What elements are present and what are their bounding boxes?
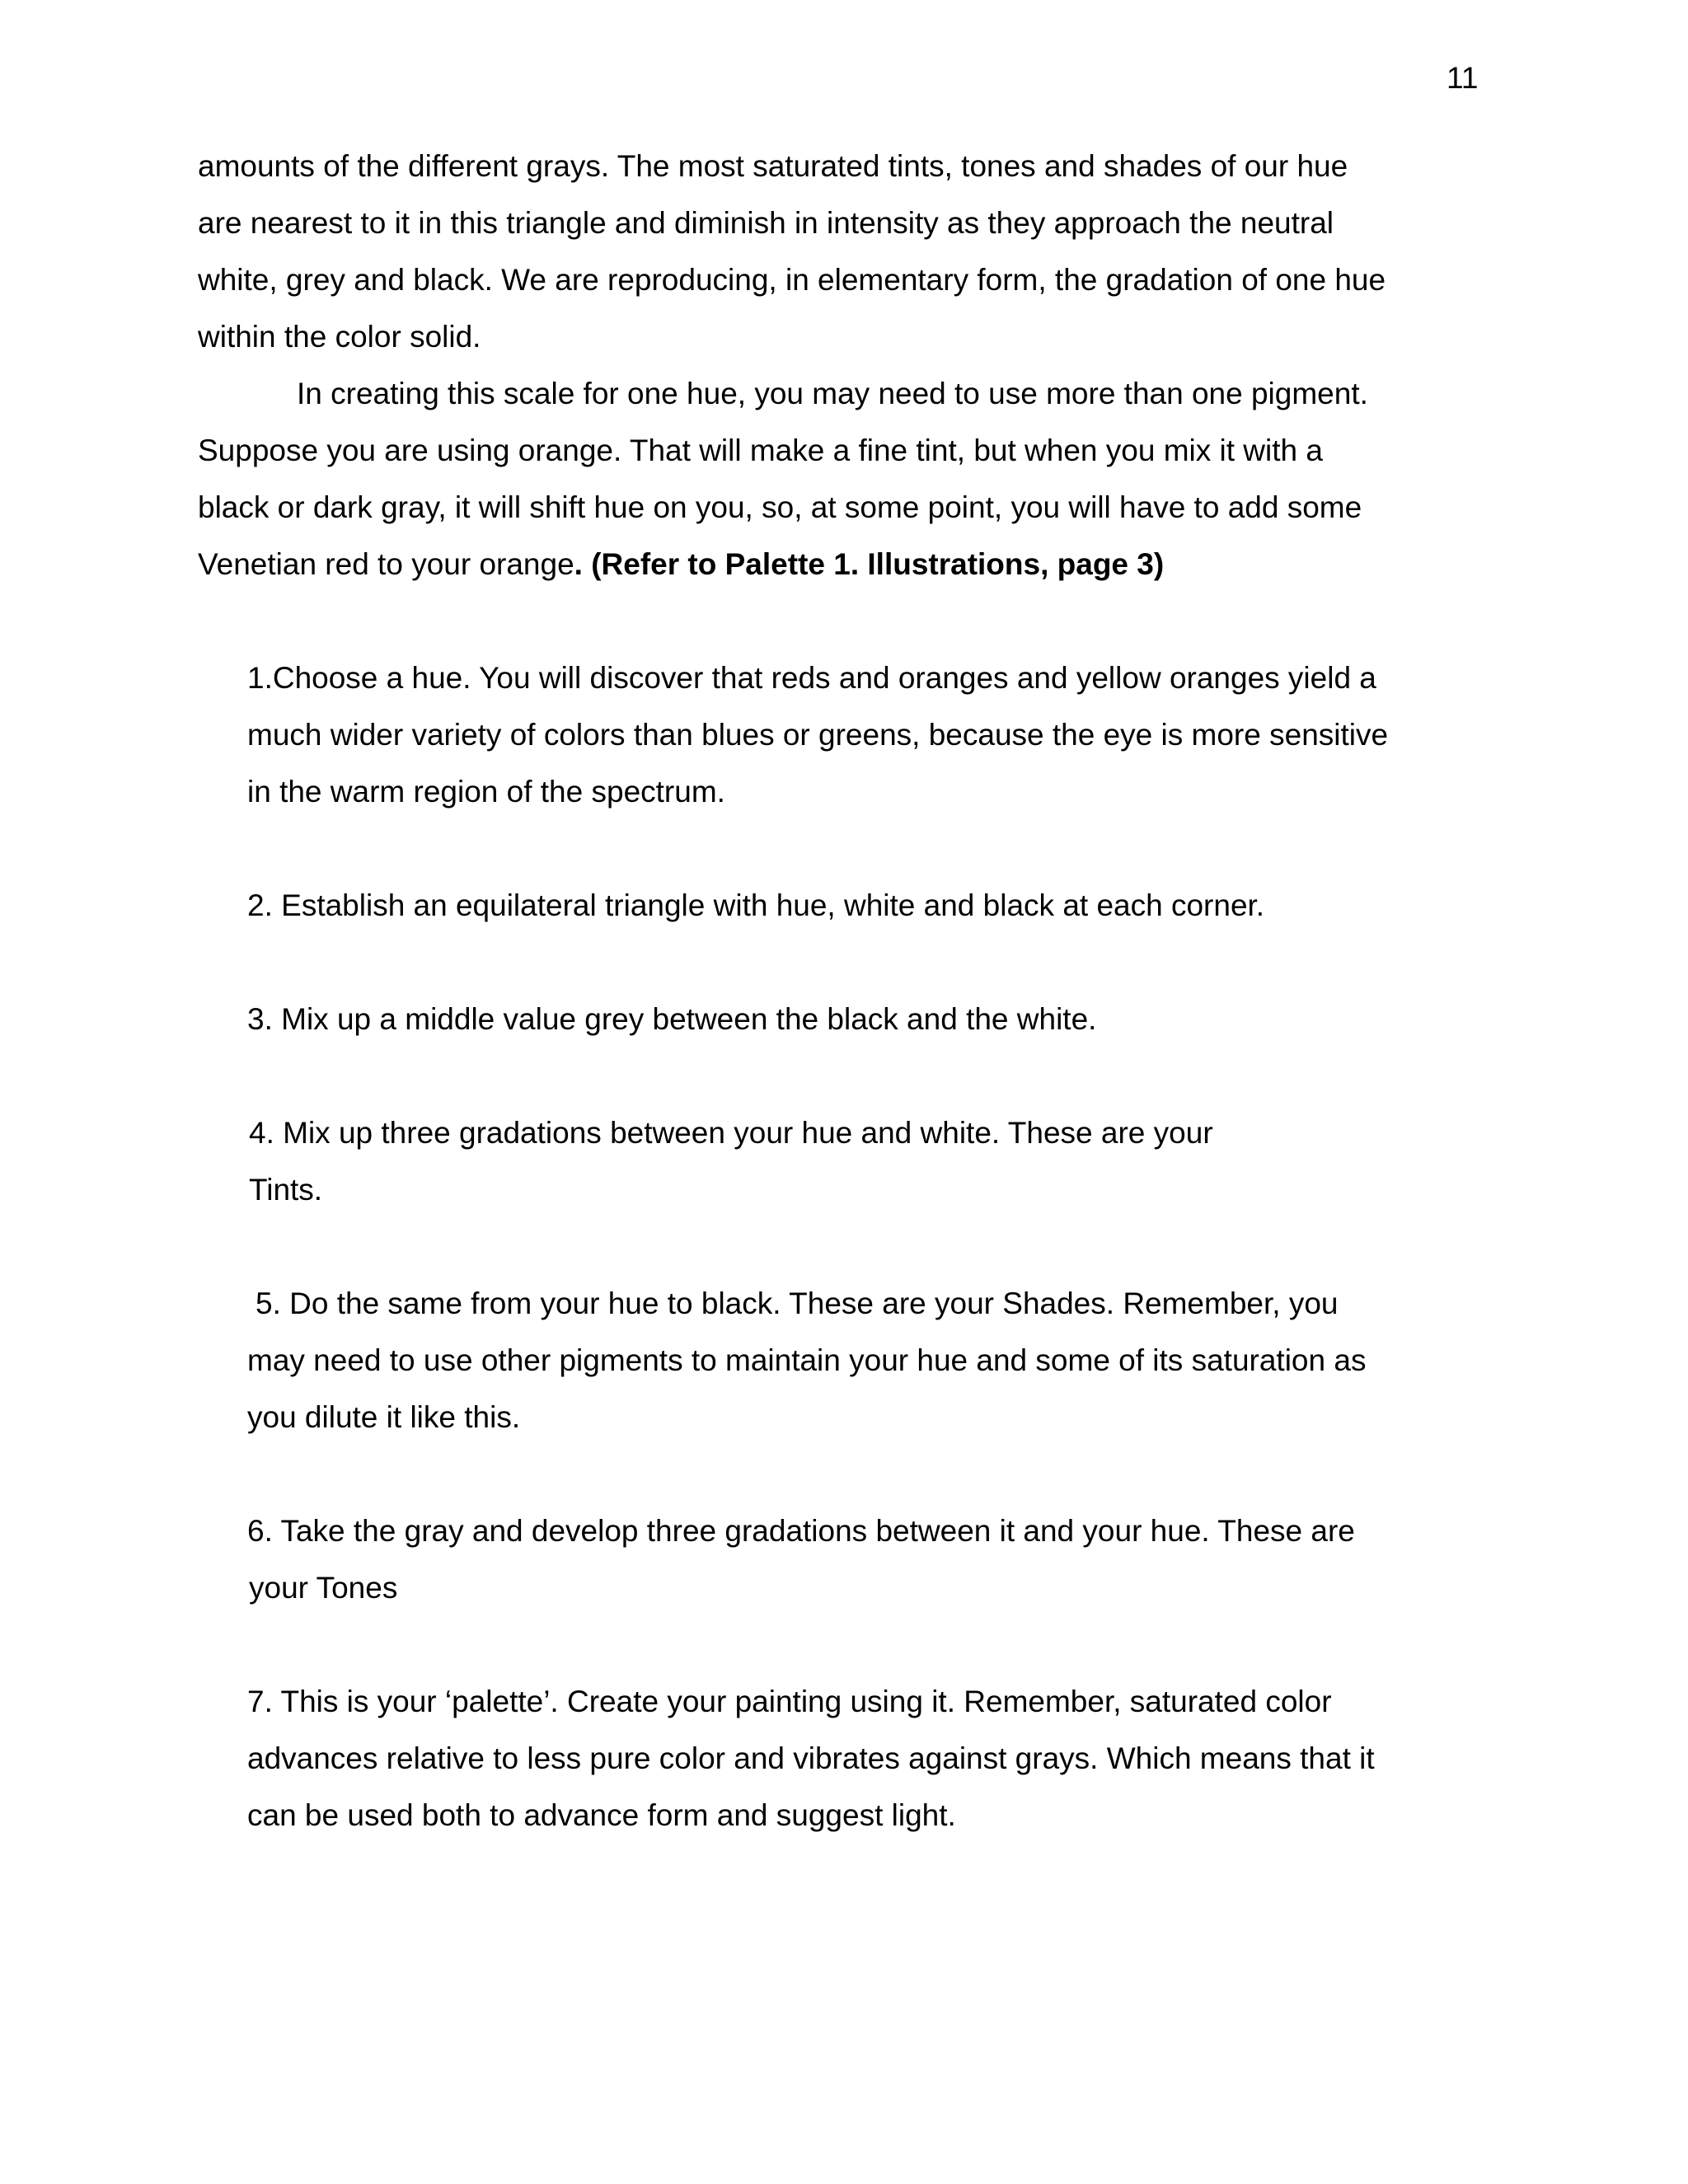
step-5-line-1: 5. Do the same from your hue to black. These are your Shades. Remember, you xyxy=(256,1286,1339,1320)
intro-line-2: are nearest to it in this triangle and diminish in intensity as they approach the neutral xyxy=(198,206,1334,240)
intro-line-1: amounts of the different grays. The most saturated tints, tones and shades of our hue xyxy=(198,149,1348,183)
paragraph-line-4-text: Venetian red to your orange xyxy=(198,547,574,581)
paragraph-line-2: Suppose you are using orange. That will make a fine tint, but when you mix it with a xyxy=(198,434,1323,467)
intro-line-4: within the color solid. xyxy=(198,320,481,354)
step-1-line-2: much wider variety of colors than blues or greens, because the eye is more sensitive xyxy=(247,718,1389,752)
step-3-line-1: 3. Mix up a middle value grey between the black and the white. xyxy=(247,1002,1097,1036)
step-7-line-2: advances relative to less pure color and vibrates against grays. Which means that it xyxy=(247,1741,1375,1775)
paragraph-line-3: black or dark gray, it will shift hue on you, so, at some point, you will have to add some xyxy=(198,490,1362,524)
intro-line-3: white, grey and black. We are reproducing, in elementary form, the gradation of one hue xyxy=(198,263,1386,297)
page-number: 11 xyxy=(1447,61,1479,95)
step-7-line-3: can be used both to advance form and suggest light. xyxy=(247,1798,956,1832)
step-4-line-2: Tints. xyxy=(249,1173,323,1207)
step-2-line-1: 2. Establish an equilateral triangle with hue, white and black at each corner. xyxy=(247,888,1265,922)
paragraph-line-1: In creating this scale for one hue, you may need to use more than one pigment. xyxy=(297,377,1368,410)
step-4-line-1: 4. Mix up three gradations between your hue and white. These are your xyxy=(249,1116,1213,1150)
step-7-line-1: 7. This is your ‘palette’. Create your painting using it. Remember, saturated color xyxy=(247,1685,1332,1718)
step-6-line-2: your Tones xyxy=(249,1571,398,1605)
step-5-line-3: you dilute it like this. xyxy=(247,1400,521,1434)
step-1-line-1: 1.Choose a hue. You will discover that reds and oranges and yellow oranges yield a xyxy=(247,661,1376,695)
paragraph-line-4 xyxy=(198,545,1164,584)
palette-reference: . (Refer to Palette 1. Illustrations, page 3) xyxy=(574,547,1165,581)
step-6-line-1: 6. Take the gray and develop three gradations between it and your hue. These are xyxy=(247,1514,1355,1548)
step-1-line-3: in the warm region of the spectrum. xyxy=(247,775,725,808)
step-5-line-2: may need to use other pigments to maintain your hue and some of its saturation as xyxy=(247,1343,1367,1377)
